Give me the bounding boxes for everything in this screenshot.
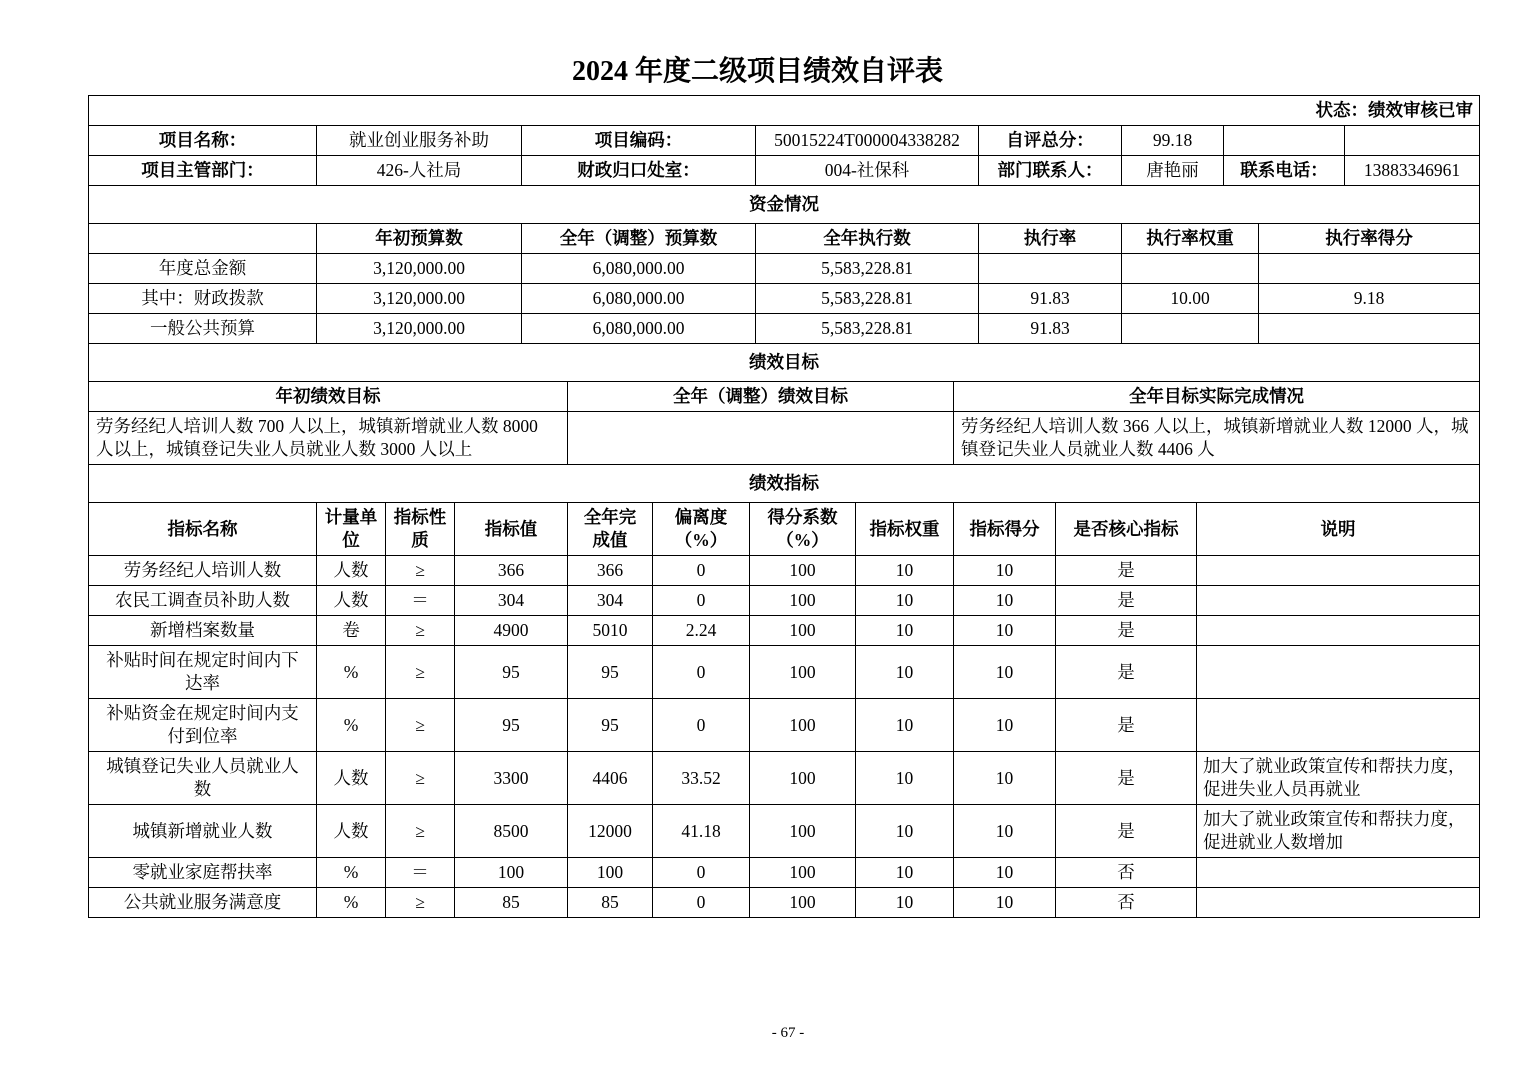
col-header-actual-value: 全年完成值 — [568, 503, 653, 556]
indicator-deviation: 2.24 — [653, 616, 750, 646]
col-header-execution-rate: 执行率 — [979, 224, 1122, 254]
initial-budget: 3,120,000.00 — [317, 284, 522, 314]
indicator-target-value: 3300 — [455, 752, 568, 805]
funds-heading: 资金情况 — [89, 186, 1480, 224]
indicator-row — [89, 556, 1480, 586]
indicator-target-value: 85 — [455, 888, 568, 918]
indicator-note — [1197, 646, 1480, 699]
indicator-name: 城镇新增就业人数 — [89, 805, 317, 858]
adjusted-budget: 6,080,000.00 — [522, 254, 756, 284]
indicator-score-coefficient: 100 — [750, 805, 856, 858]
indicator-core-flag: 否 — [1056, 858, 1197, 888]
indicator-score: 10 — [954, 858, 1056, 888]
indicator-note: 加大了就业政策宣传和帮扶力度，促进失业人员再就业 — [1197, 752, 1480, 805]
initial-budget: 3,120,000.00 — [317, 254, 522, 284]
indicator-score-coefficient: 100 — [750, 888, 856, 918]
execution-rate: 91.83 — [979, 314, 1122, 344]
funds-heading-row — [89, 186, 1480, 224]
indicator-name: 农民工调查员补助人数 — [89, 586, 317, 616]
indicator-target-value: 8500 — [455, 805, 568, 858]
goals-header-row — [89, 382, 1480, 412]
col-header-adjusted-goal: 全年（调整）绩效目标 — [568, 382, 954, 412]
col-header-annual-execution: 全年执行数 — [756, 224, 979, 254]
adjusted-budget: 6,080,000.00 — [522, 284, 756, 314]
finance-office-label: 财政归口处室： — [522, 156, 756, 186]
indicator-row — [89, 858, 1480, 888]
indicator-unit: % — [317, 646, 386, 699]
project-info-row — [89, 126, 1480, 156]
indicator-unit: 人数 — [317, 805, 386, 858]
col-header-deviation: 偏离度（%） — [653, 503, 750, 556]
initial-budget: 3,120,000.00 — [317, 314, 522, 344]
execution-rate-score: 9.18 — [1259, 284, 1480, 314]
self-score-label: 自评总分： — [979, 126, 1122, 156]
project-name-label: 项目名称： — [89, 126, 317, 156]
indicator-deviation: 0 — [653, 586, 750, 616]
indicator-target-value: 366 — [455, 556, 568, 586]
self-score-value: 99.18 — [1122, 126, 1224, 156]
fund-row — [89, 314, 1480, 344]
department-label: 项目主管部门： — [89, 156, 317, 186]
indicator-row — [89, 888, 1480, 918]
indicator-name: 劳务经纪人培训人数 — [89, 556, 317, 586]
indicator-core-flag: 是 — [1056, 616, 1197, 646]
fund-row — [89, 284, 1480, 314]
indicator-nature: ＝ — [386, 586, 455, 616]
fund-row-label: 年度总金额 — [89, 254, 317, 284]
indicator-target-value: 4900 — [455, 616, 568, 646]
indicator-deviation: 33.52 — [653, 752, 750, 805]
evaluation-sheet — [88, 95, 1479, 918]
indicator-note — [1197, 586, 1480, 616]
actual-completion-text: 劳务经纪人培训人数 366 人以上，城镇新增就业人数 12000 人，城镇登记失业人员就业人数 4406 人 — [954, 412, 1480, 465]
indicator-score: 10 — [954, 646, 1056, 699]
goals-table — [88, 343, 1480, 465]
indicator-note — [1197, 888, 1480, 918]
indicator-nature: ≥ — [386, 646, 455, 699]
indicator-weight: 10 — [856, 888, 954, 918]
document-title: 2024 年度二级项目绩效自评表 — [571, 56, 943, 87]
indicator-score: 10 — [954, 586, 1056, 616]
indicator-score-coefficient: 100 — [750, 752, 856, 805]
indicator-row — [89, 805, 1480, 858]
execution-rate-weight — [1122, 254, 1259, 284]
fund-row — [89, 254, 1480, 284]
col-header-execution-rate-weight: 执行率权重 — [1122, 224, 1259, 254]
finance-office-value: 004-社保科 — [756, 156, 979, 186]
execution-rate-score — [1259, 314, 1480, 344]
indicator-core-flag: 是 — [1056, 805, 1197, 858]
indicator-core-flag: 是 — [1056, 556, 1197, 586]
indicator-deviation: 0 — [653, 646, 750, 699]
indicator-score-coefficient: 100 — [750, 586, 856, 616]
indicator-unit: 人数 — [317, 556, 386, 586]
indicator-score: 10 — [954, 805, 1056, 858]
indicator-actual-value: 95 — [568, 699, 653, 752]
annual-execution: 5,583,228.81 — [756, 254, 979, 284]
col-header-indicator-name: 指标名称 — [89, 503, 317, 556]
adjusted-goal-text — [568, 412, 954, 465]
indicator-unit: 卷 — [317, 616, 386, 646]
department-info-row — [89, 156, 1480, 186]
indicator-name: 新增档案数量 — [89, 616, 317, 646]
indicator-nature: ≥ — [386, 752, 455, 805]
indicator-name: 补贴资金在规定时间内支付到位率 — [89, 699, 317, 752]
indicator-actual-value: 5010 — [568, 616, 653, 646]
col-header-initial-goal: 年初绩效目标 — [89, 382, 568, 412]
col-header-score: 指标得分 — [954, 503, 1056, 556]
indicator-score-coefficient: 100 — [750, 858, 856, 888]
col-header-score-coefficient: 得分系数（%） — [750, 503, 856, 556]
execution-rate-score — [1259, 254, 1480, 284]
execution-rate: 91.83 — [979, 284, 1122, 314]
indicator-actual-value: 95 — [568, 646, 653, 699]
indicator-note: 加大了就业政策宣传和帮扶力度，促进就业人数增加 — [1197, 805, 1480, 858]
col-header-core-indicator: 是否核心指标 — [1056, 503, 1197, 556]
project-info-table — [88, 95, 1480, 186]
indicator-nature: ＝ — [386, 858, 455, 888]
project-code-label: 项目编码： — [522, 126, 756, 156]
col-header-adjusted-budget: 全年（调整）预算数 — [522, 224, 756, 254]
indicator-row — [89, 646, 1480, 699]
indicator-note — [1197, 556, 1480, 586]
indicator-deviation: 0 — [653, 556, 750, 586]
indicator-unit: 人数 — [317, 752, 386, 805]
indicator-deviation: 0 — [653, 858, 750, 888]
annual-execution: 5,583,228.81 — [756, 314, 979, 344]
indicator-score: 10 — [954, 752, 1056, 805]
indicator-score: 10 — [954, 556, 1056, 586]
execution-rate — [979, 254, 1122, 284]
indicator-weight: 10 — [856, 616, 954, 646]
indicator-score-coefficient: 100 — [750, 646, 856, 699]
project-name-value: 就业创业服务补助 — [317, 126, 522, 156]
indicator-actual-value: 100 — [568, 858, 653, 888]
indicators-table — [88, 464, 1480, 918]
col-header-initial-budget: 年初预算数 — [317, 224, 522, 254]
indicator-score-coefficient: 100 — [750, 699, 856, 752]
col-header-weight: 指标权重 — [856, 503, 954, 556]
col-header-target-value: 指标值 — [455, 503, 568, 556]
indicator-actual-value: 85 — [568, 888, 653, 918]
indicator-name: 补贴时间在规定时间内下达率 — [89, 646, 317, 699]
indicator-deviation: 0 — [653, 888, 750, 918]
fund-row-label: 其中：财政拨款 — [89, 284, 317, 314]
indicator-name: 零就业家庭帮扶率 — [89, 858, 317, 888]
indicator-weight: 10 — [856, 805, 954, 858]
indicator-unit: % — [317, 858, 386, 888]
indicator-unit: 人数 — [317, 586, 386, 616]
indicator-target-value: 304 — [455, 586, 568, 616]
page-number: - 67 - — [771, 1025, 805, 1041]
indicator-core-flag: 是 — [1056, 699, 1197, 752]
col-header-empty — [89, 224, 317, 254]
indicator-actual-value: 4406 — [568, 752, 653, 805]
col-header-actual-completion: 全年目标实际完成情况 — [954, 382, 1480, 412]
indicator-nature: ≥ — [386, 616, 455, 646]
status-row — [89, 96, 1480, 126]
indicator-target-value: 95 — [455, 646, 568, 699]
indicator-core-flag: 是 — [1056, 646, 1197, 699]
indicator-unit: % — [317, 699, 386, 752]
indicators-heading: 绩效指标 — [89, 465, 1480, 503]
funds-table — [88, 185, 1480, 344]
empty-cell — [1345, 126, 1480, 156]
indicator-weight: 10 — [856, 646, 954, 699]
indicator-weight: 10 — [856, 752, 954, 805]
indicator-actual-value: 366 — [568, 556, 653, 586]
indicator-core-flag: 是 — [1056, 586, 1197, 616]
indicators-heading-row — [89, 465, 1480, 503]
indicator-actual-value: 304 — [568, 586, 653, 616]
goals-content-row — [89, 412, 1480, 465]
execution-rate-weight — [1122, 314, 1259, 344]
indicator-row — [89, 616, 1480, 646]
col-header-unit: 计量单位 — [317, 503, 386, 556]
indicator-target-value: 95 — [455, 699, 568, 752]
indicator-core-flag: 否 — [1056, 888, 1197, 918]
empty-cell — [1224, 126, 1345, 156]
indicator-note — [1197, 858, 1480, 888]
indicator-actual-value: 12000 — [568, 805, 653, 858]
indicator-target-value: 100 — [455, 858, 568, 888]
indicator-nature: ≥ — [386, 805, 455, 858]
indicator-name: 公共就业服务满意度 — [89, 888, 317, 918]
col-header-execution-rate-score: 执行率得分 — [1259, 224, 1480, 254]
col-header-note: 说明 — [1197, 503, 1480, 556]
indicator-note — [1197, 699, 1480, 752]
project-code-value: 50015224T000004338282 — [756, 126, 979, 156]
indicator-nature: ≥ — [386, 888, 455, 918]
indicator-nature: ≥ — [386, 699, 455, 752]
adjusted-budget: 6,080,000.00 — [522, 314, 756, 344]
fund-row-label: 一般公共预算 — [89, 314, 317, 344]
annual-execution: 5,583,228.81 — [756, 284, 979, 314]
goals-heading-row — [89, 344, 1480, 382]
department-value: 426-人社局 — [317, 156, 522, 186]
indicator-deviation: 0 — [653, 699, 750, 752]
funds-header-row — [89, 224, 1480, 254]
indicator-weight: 10 — [856, 699, 954, 752]
indicator-score-coefficient: 100 — [750, 556, 856, 586]
indicator-weight: 10 — [856, 556, 954, 586]
contact-label: 部门联系人： — [979, 156, 1122, 186]
status-label: 状态：绩效审核已审 — [89, 96, 1480, 126]
indicator-row — [89, 699, 1480, 752]
indicators-header-row — [89, 503, 1480, 556]
contact-value: 唐艳丽 — [1122, 156, 1224, 186]
indicator-score: 10 — [954, 616, 1056, 646]
indicator-score: 10 — [954, 699, 1056, 752]
indicator-unit: % — [317, 888, 386, 918]
col-header-nature: 指标性质 — [386, 503, 455, 556]
indicator-row — [89, 586, 1480, 616]
indicator-weight: 10 — [856, 858, 954, 888]
goals-heading: 绩效目标 — [89, 344, 1480, 382]
indicator-name: 城镇登记失业人员就业人数 — [89, 752, 317, 805]
phone-value: 13883346961 — [1345, 156, 1480, 186]
indicator-nature: ≥ — [386, 556, 455, 586]
execution-rate-weight: 10.00 — [1122, 284, 1259, 314]
indicator-note — [1197, 616, 1480, 646]
indicator-weight: 10 — [856, 586, 954, 616]
indicator-score-coefficient: 100 — [750, 616, 856, 646]
indicator-row — [89, 752, 1480, 805]
indicator-core-flag: 是 — [1056, 752, 1197, 805]
initial-goal-text: 劳务经纪人培训人数 700 人以上，城镇新增就业人数 8000 人以上，城镇登记失业人员就业人数 3000 人以上 — [89, 412, 568, 465]
phone-label: 联系电话： — [1224, 156, 1345, 186]
indicator-score: 10 — [954, 888, 1056, 918]
indicator-deviation: 41.18 — [653, 805, 750, 858]
